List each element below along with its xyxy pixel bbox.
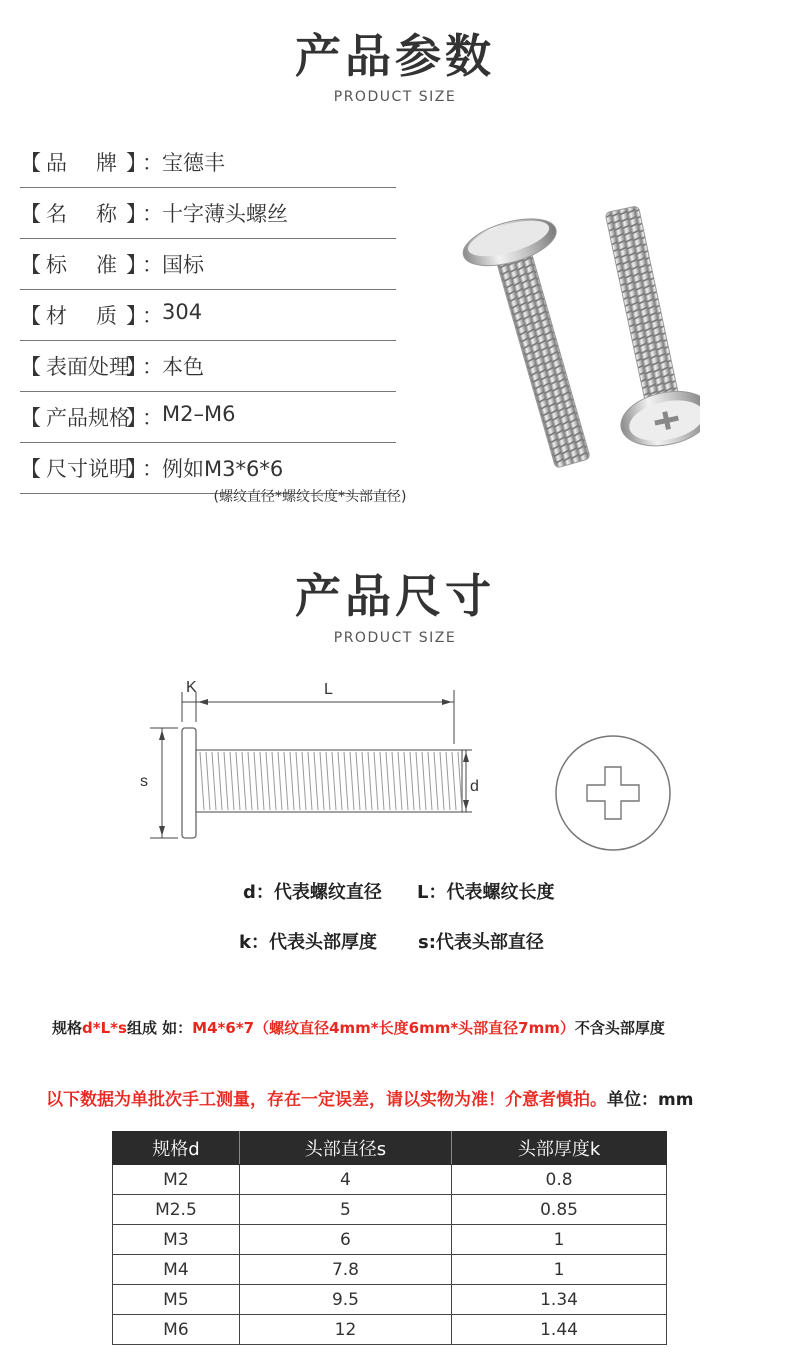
section-title-params: 产品参数 — [295, 29, 495, 83]
param-label: 牌 — [96, 151, 117, 175]
s-label: s — [140, 773, 148, 790]
param-label: 尺寸说明 — [46, 457, 130, 481]
param-value: 宝德丰 — [162, 151, 225, 175]
d-label: d — [470, 778, 479, 795]
param-label: 准 — [96, 253, 117, 277]
param-label: 名 — [46, 202, 67, 226]
table-row: M2.5 5 0.85 — [113, 1195, 667, 1225]
dimension-table — [112, 1131, 667, 1345]
table-row: M4 7.8 1 — [113, 1255, 667, 1285]
dimension-diagram — [136, 672, 496, 848]
size-note: (螺纹直径*螺纹长度*头部直径) — [213, 489, 407, 505]
l-label: L — [324, 681, 333, 698]
param-value: 本色 — [162, 355, 204, 379]
head-view-icon — [553, 733, 673, 853]
param-label: 品 — [46, 151, 67, 175]
legend-k: k：代表头部厚度 — [239, 932, 377, 953]
param-label: 产品规格 — [46, 406, 130, 430]
table-row: M3 6 1 — [113, 1225, 667, 1255]
param-label: 称 — [96, 202, 117, 226]
param-value: M2–M6 — [162, 402, 236, 426]
table-header-row — [113, 1132, 667, 1165]
param-row-material: 【 材 质 】 ： 304 — [20, 290, 396, 341]
param-label: 材 — [46, 304, 67, 328]
screw-photo — [460, 198, 700, 488]
section-subtitle-params: PRODUCT SIZE — [333, 89, 457, 105]
param-value: 十字薄头螺丝 — [162, 202, 288, 226]
table-row: M6 12 1.44 — [113, 1315, 667, 1345]
k-label: K — [186, 679, 197, 696]
table-header: 头部厚度k — [452, 1132, 667, 1165]
param-list — [20, 137, 396, 494]
measurement-warning: 以下数据为单批次手工测量，存在一定误差，请以实物为准！介意者慎拍。单位：mm — [46, 1090, 694, 1110]
param-label: 表面处理 — [46, 355, 130, 379]
param-label: 质 — [96, 304, 117, 328]
section-title-size: 产品尺寸 — [295, 569, 495, 623]
section-subtitle-size: PRODUCT SIZE — [333, 630, 457, 646]
legend-s: s:代表头部直径 — [418, 932, 544, 953]
spec-explanation: 规格d*L*s组成 如：M4*6*7（螺纹直径4mm*长度6mm*头部直径7mm）不含头部厚度 — [52, 1019, 665, 1037]
param-row-brand: 【 品 牌 】 ： 宝德丰 — [20, 137, 396, 188]
param-row-standard: 【 标 准 】 ： 国标 — [20, 239, 396, 290]
param-value: 国标 — [162, 253, 204, 277]
legend-l: L：代表螺纹长度 — [417, 882, 555, 903]
table-row: M5 9.5 1.34 — [113, 1285, 667, 1315]
param-row-spec: 【 产品规格 】 ： M2–M6 — [20, 392, 396, 443]
param-value: 例如M3*6*6 — [162, 457, 284, 481]
param-label: 标 — [46, 253, 67, 277]
param-row-name: 【 名 称 】 ： 十字薄头螺丝 — [20, 188, 396, 239]
table-row: M2 4 0.8 — [113, 1165, 667, 1195]
table-header: 规格d — [113, 1132, 240, 1165]
param-row-surface: 【 表面处理 】 ： 本色 — [20, 341, 396, 392]
legend-d: d：代表螺纹直径 — [243, 882, 382, 903]
table-header: 头部直径s — [239, 1132, 451, 1165]
param-value: 304 — [162, 300, 203, 324]
param-row-size: 【 尺寸说明 】 ： 例如M3*6*6 — [20, 443, 396, 494]
